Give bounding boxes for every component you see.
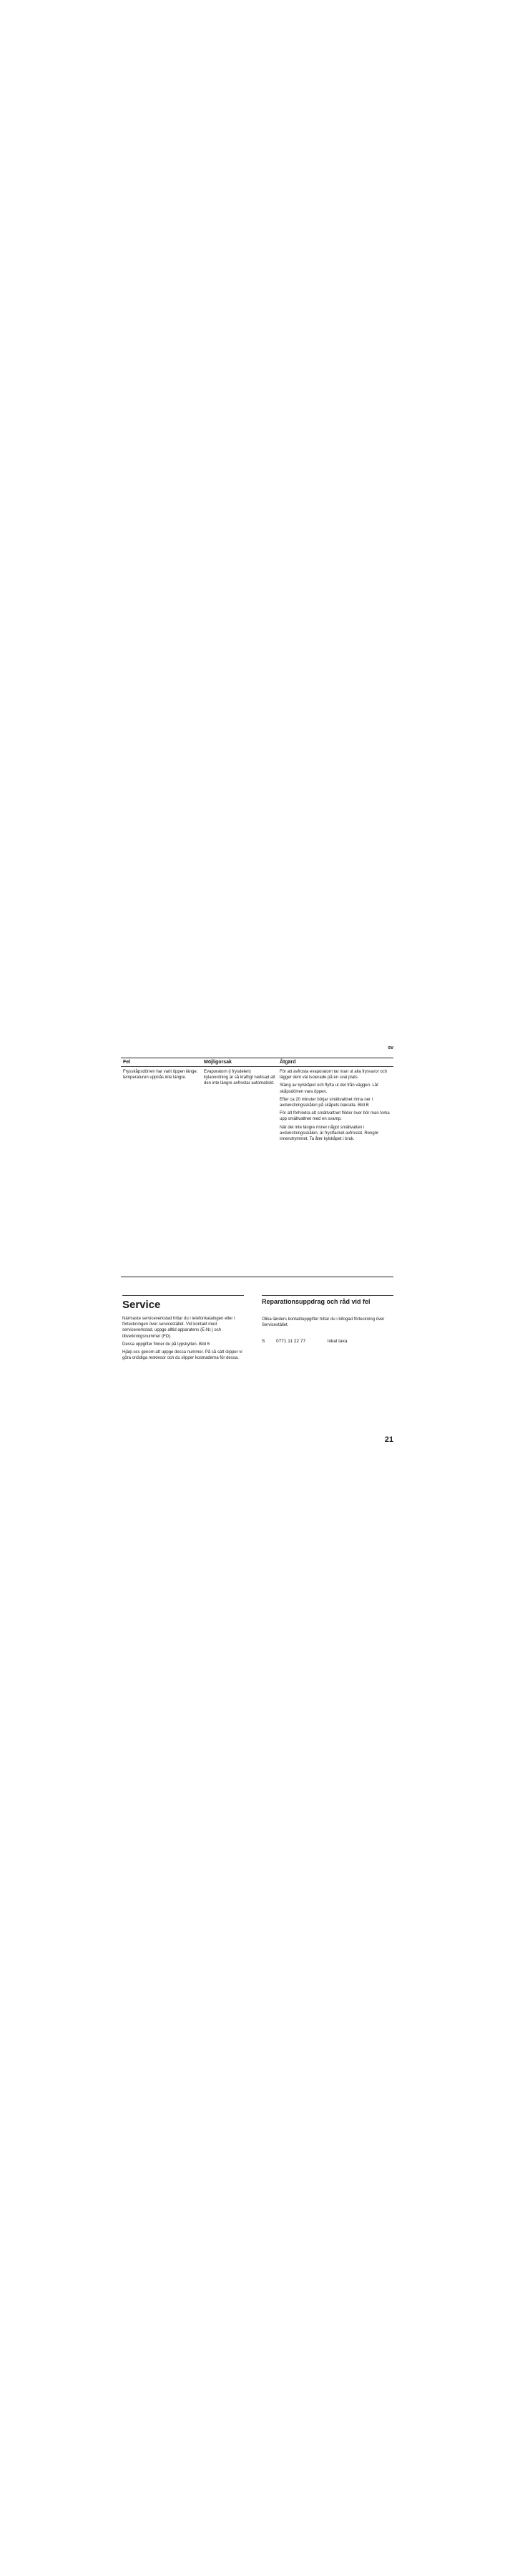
- fault-text: Frysskåpsdörren har varit öppen länge; temperaturen uppnås inte längre.: [123, 1070, 198, 1080]
- repair-rule: [262, 1295, 393, 1296]
- phone-number: 0771 11 22 77: [276, 1339, 306, 1344]
- service-rule: [122, 1295, 244, 1296]
- fault-cell: [121, 1069, 202, 1144]
- page-number: 21: [384, 1435, 393, 1444]
- phone-country: S: [262, 1339, 265, 1344]
- remedy-step: Stäng av kylskåpet och flytta ut det från väggen. Låt skåpsdörren vara öppen.: [280, 1083, 378, 1094]
- table-header-row: [121, 1058, 393, 1066]
- table-row: [121, 1067, 393, 1144]
- service-paragraph: Närmaste serviceverkstad hittar du i telefonkatalogen eller i förteckningen över servicestället. Vid kontakt med serviceverkstad, uppge alltid apparatens (E-Nr.) och tillverkningsnummer (FD).: [122, 1317, 235, 1339]
- repair-text: Olika länders kontaktuppgifter hittar du i bifogad förteckning över Servicestället.: [262, 1317, 385, 1328]
- service-paragraph: Hjälp oss genom att uppge dessa nummer. På så sätt slipper vi göra onödiga resklesor och du slipper kostnaderna för dessa.: [122, 1350, 242, 1361]
- service-paragraph: Dessa uppgifter finner du på typskylten. Bild 6: [122, 1342, 210, 1347]
- troubleshooting-table: [121, 1058, 393, 1144]
- language-code: sv: [388, 1045, 393, 1050]
- column-header-remedy: Åtgärd: [280, 1060, 296, 1065]
- cause-cell: [202, 1069, 278, 1144]
- cause-text: Evaporatorn (i frysdelen) kylanordning är så kraftigt nedisad att den inte längre avfrostar automatiskt.: [204, 1070, 275, 1086]
- column-header-fault: Fel: [123, 1060, 131, 1065]
- remedy-cell: [278, 1069, 393, 1144]
- remedy-step: För att avfrosta evaporatorn tar man ut alla frysvaror och lägger dem väl isolerade på en sval plats.: [280, 1070, 388, 1080]
- service-body: [122, 1316, 247, 1363]
- column-header-cause: Möjligorsak: [204, 1060, 232, 1065]
- service-heading: Service: [122, 1299, 161, 1311]
- remedy-step: När det inte längre rinner något smältvatten i avdunstningsskålen, är frystfacket avfrostat. Rengör innerutrymmet. Ta åter kylskåpet i bruk.: [280, 1125, 379, 1142]
- phone-note: lokal taxa: [328, 1339, 348, 1344]
- service-phone: [262, 1339, 347, 1344]
- repair-heading: Reparationsuppdrag och råd vid fel: [262, 1298, 371, 1305]
- remedy-step: För att förhindra att smältvattnet flöder över bör man torka upp smältvattnet med en svamp.: [280, 1111, 390, 1122]
- remedy-step: Efter ca 20 minuter börjar smältvattnet rinna ner i avdunstningsskålen på skåpets baksida. Bild B: [280, 1097, 373, 1108]
